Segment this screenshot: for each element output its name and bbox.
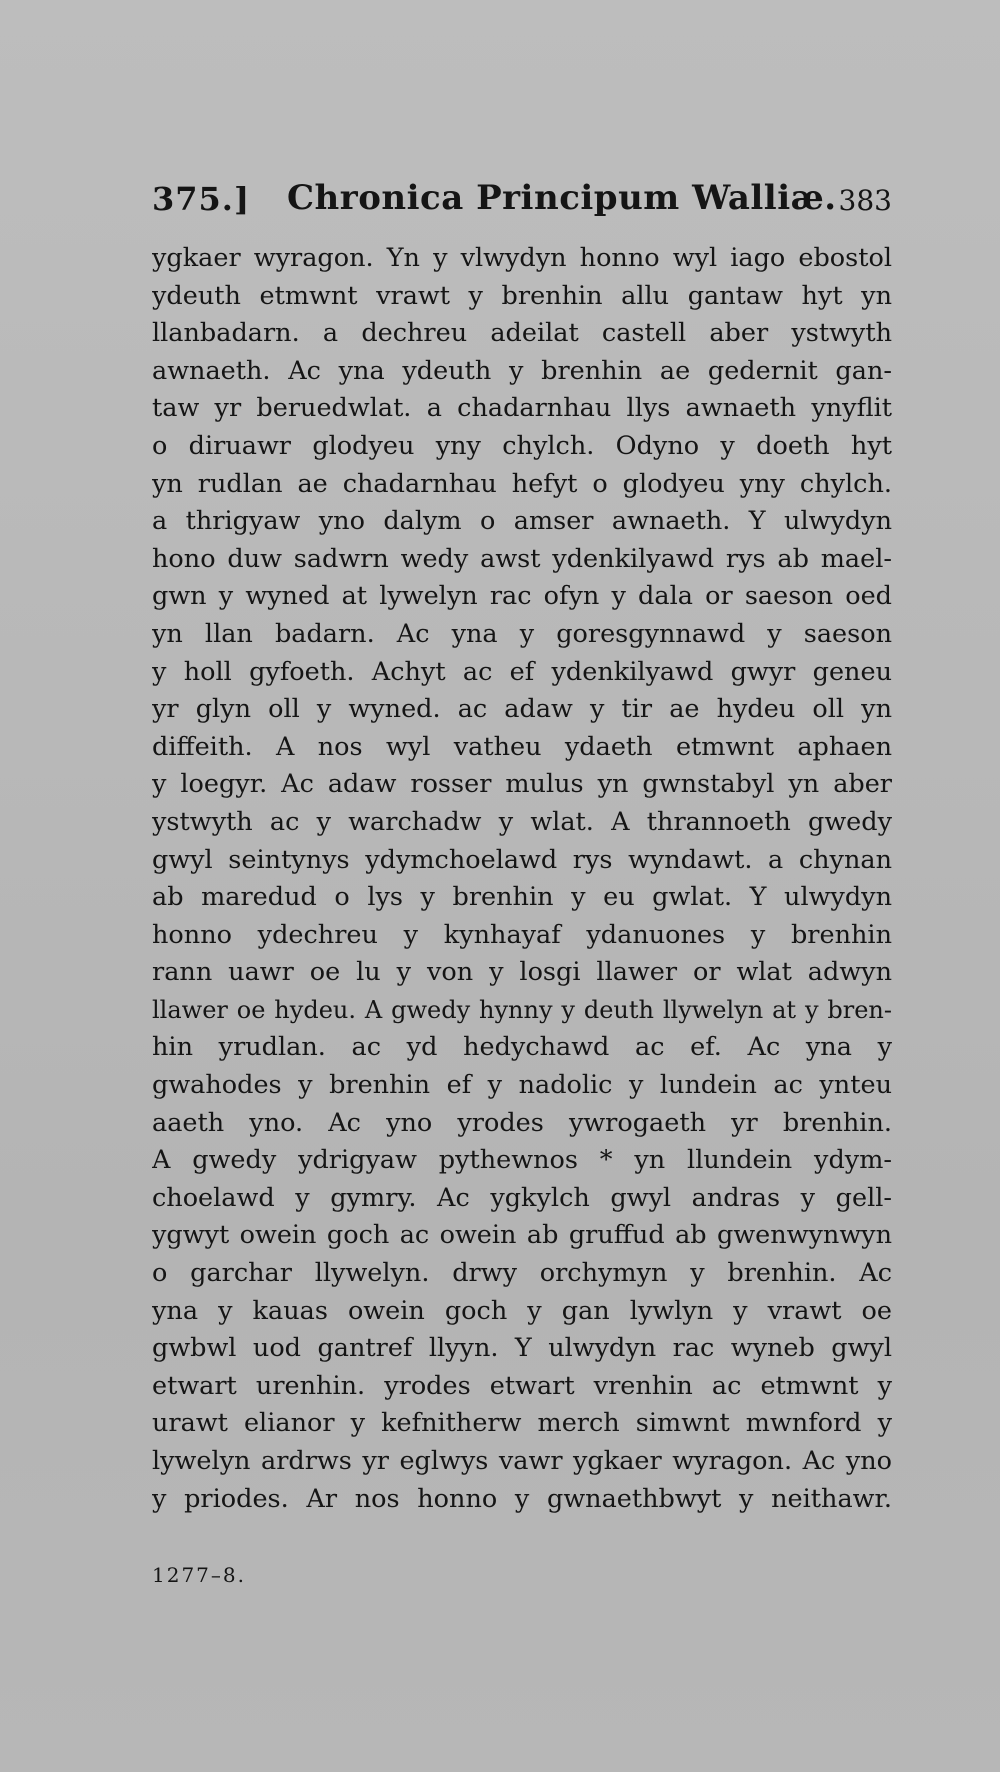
text-line: awnaeth. Ac yna ydeuth y brenhin ae gedernit gan- — [152, 355, 892, 386]
text-line: gwahodes y brenhin ef y nadolic y lundein ac ynteu — [152, 1070, 892, 1101]
text-line: hin yrudlan. ac yd hedychawd ac ef. Ac yna y — [152, 1032, 892, 1063]
text-line: o diruawr glodyeu yny chylch. Odyno y doeth hyt — [152, 430, 892, 461]
margin-date-note: 1277–8. — [152, 1563, 246, 1587]
text-line: lywelyn ardrws yr eglwys vawr ygkaer wyragon. Ac yno — [152, 1446, 892, 1476]
text-line: gwn y wyned at lywelyn rac ofyn y dala or saeson oed — [152, 581, 892, 612]
text-line: yna y kauas owein goch y gan lywlyn y vrawt oe — [152, 1295, 892, 1326]
text-line: hono duw sadwrn wedy awst ydenkilyawd rys ab mael- — [152, 543, 892, 574]
header-year: 375.] — [152, 180, 251, 218]
text-line: yn rudlan ae chadarnhau hefyt o glodyeu yny chylch. — [152, 468, 892, 499]
text-line: llanbadarn. a dechreu adeilat castell aber ystwyth — [152, 318, 892, 349]
text-line: aaeth yno. Ac yno yrodes ywrogaeth yr brenhin. — [152, 1107, 892, 1138]
body-text — [152, 240, 892, 1518]
running-header — [152, 180, 892, 230]
text-line: diffeith. A nos wyl vatheu ydaeth etmwnt aphaen — [152, 731, 892, 762]
text-line: ygkaer wyragon. Yn y vlwydyn honno wyl iago ebostol — [152, 243, 892, 273]
text-line: a thrigyaw yno dalym o amser awnaeth. Y ulwydyn — [152, 506, 892, 537]
text-line: llawer oe hydeu. A gwedy hynny y deuth llywelyn at y bren- — [152, 995, 892, 1024]
text-line: yn llan badarn. Ac yna y goresgynnawd y saeson — [152, 618, 892, 649]
text-line: y loegyr. Ac adaw rosser mulus yn gwnstabyl yn aber — [152, 769, 892, 800]
text-line: yr glyn oll y wyned. ac adaw y tir ae hydeu oll yn — [152, 694, 892, 725]
text-line: y priodes. Ar nos honno y gwnaethbwyt y neithawr. — [152, 1483, 892, 1514]
text-line: gwyl seintynys ydymchoelawd rys wyndawt. a chynan — [152, 844, 892, 875]
text-line: taw yr beruedwlat. a chadarnhau llys awnaeth ynyflit — [152, 393, 892, 424]
text-line: choelawd y gymry. Ac ygkylch gwyl andras y gell- — [152, 1182, 892, 1213]
header-title: Chronica Principum Walliæ. — [287, 178, 837, 218]
text-line: rann uawr oe lu y von y losgi llawer or wlat adwyn — [152, 957, 892, 988]
text-line: honno ydechreu y kynhayaf ydanuones y brenhin — [152, 919, 892, 950]
text-line: ydeuth etmwnt vrawt y brenhin allu gantaw hyt yn — [152, 280, 892, 311]
text-line: y holl gyfoeth. Achyt ac ef ydenkilyawd gwyr geneu — [152, 656, 892, 687]
text-line: A gwedy ydrigyaw pythewnos * yn llundein ydym- — [152, 1145, 892, 1176]
text-line: gwbwl uod gantref llyyn. Y ulwydyn rac wyneb gwyl — [152, 1333, 892, 1364]
text-line: ab maredud o lys y brenhin y eu gwlat. Y ulwydyn — [152, 882, 892, 913]
text-line: etwart urenhin. yrodes etwart vrenhin ac etmwnt y — [152, 1370, 892, 1401]
text-line: urawt elianor y kefnitherw merch simwnt mwnford y — [152, 1408, 892, 1439]
text-line: ygwyt owein goch ac owein ab gruffud ab gwenwynwyn — [152, 1220, 892, 1251]
text-line: ystwyth ac y warchadw y wlat. A thrannoeth gwedy — [152, 806, 892, 837]
text-line: o garchar llywelyn. drwy orchymyn y brenhin. Ac — [152, 1258, 892, 1289]
page-number: 383 — [838, 184, 892, 217]
